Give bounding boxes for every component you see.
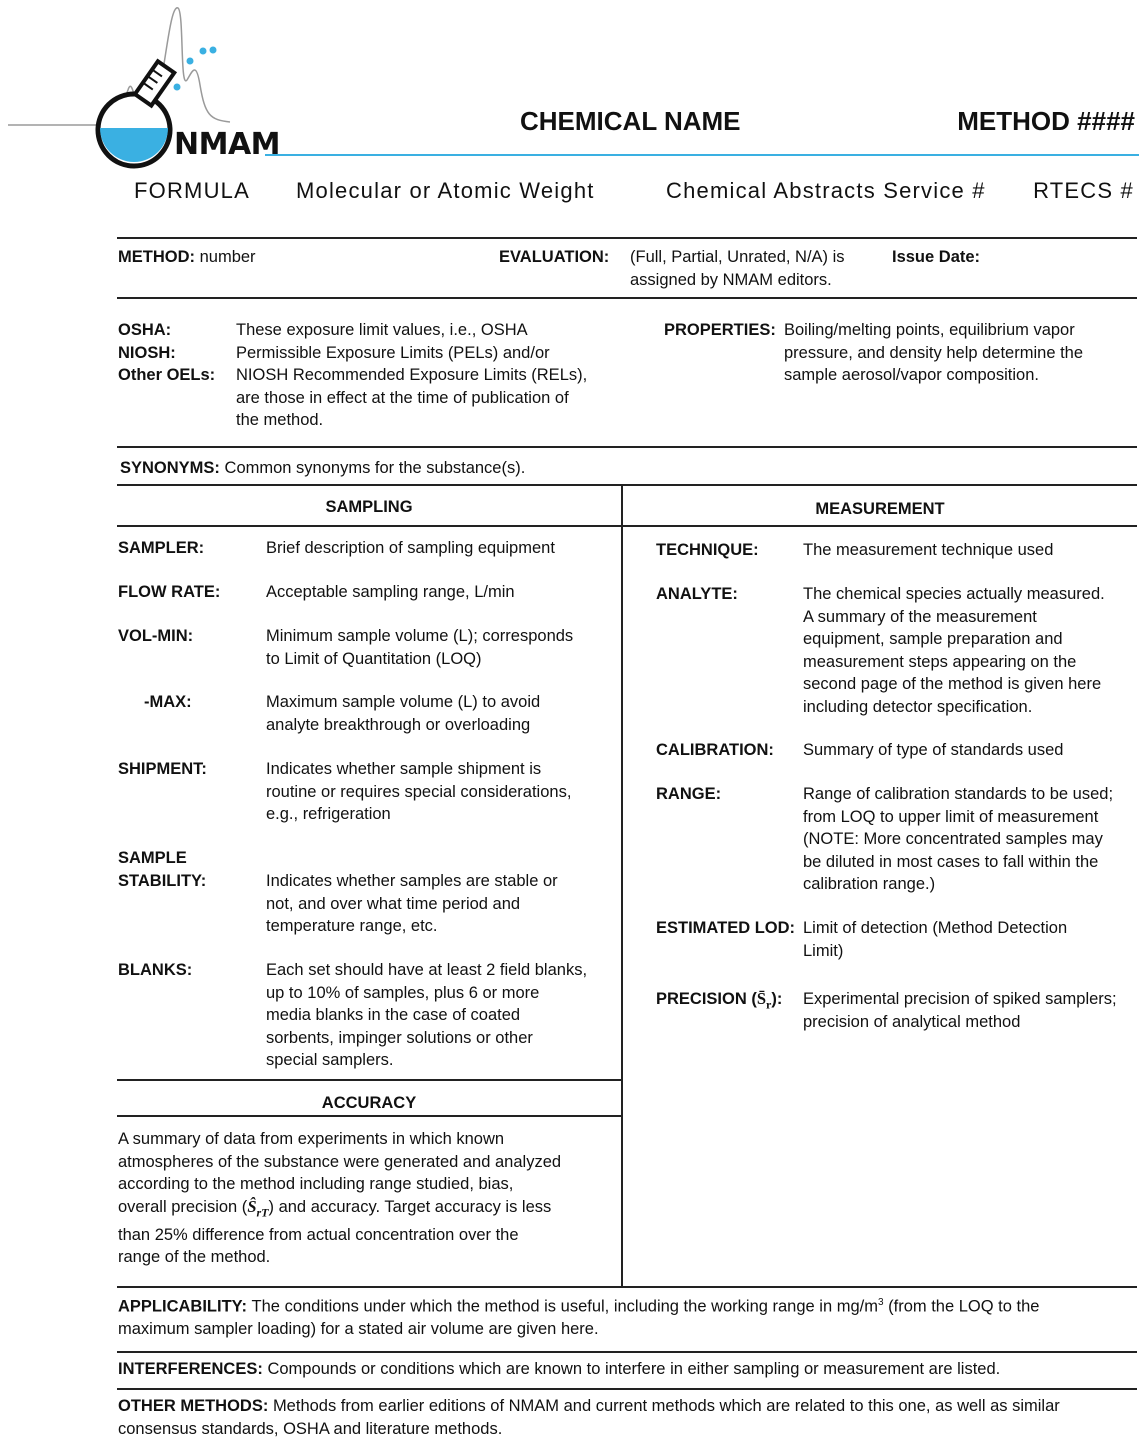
vol-min-label: VOL-MIN: bbox=[118, 627, 194, 645]
divider bbox=[117, 1286, 1137, 1288]
divider bbox=[117, 237, 1137, 239]
accuracy-text: A summary of data from experiments in which known atmospheres of the substance were generated and analyzed according to the method including range studied, bias, overall precision $(Ŝ_{rT})$ and accuracy. Target accuracy is less than 25% difference from actual concentration over the range of the method. bbox=[118, 1130, 562, 1267]
calibration-label: CALIBRATION: bbox=[656, 741, 774, 759]
calibration-text: Summary of type of standards used bbox=[803, 741, 1064, 759]
method-value: number bbox=[199, 248, 256, 266]
estimated-lod-label: ESTIMATED LOD: bbox=[656, 919, 796, 937]
evaluation-label: EVALUATION: bbox=[499, 248, 610, 266]
logo-text: NMAM bbox=[174, 127, 281, 162]
limit-labels: OSHA: NIOSH: Other OELs: bbox=[118, 321, 216, 385]
issue-date-label: Issue Date: bbox=[892, 248, 981, 266]
properties-label: PROPERTIES: bbox=[664, 321, 776, 339]
measurement-heading: MEASUREMENT bbox=[815, 500, 945, 518]
analyte-text: The chemical species actually measured. A summary of the measurement equipment, sample preparation and measurement steps appearing on the second page of the method is given here including detector specification. bbox=[803, 585, 1105, 716]
precision-label: PRECISION $(S̄_r)$: bbox=[656, 989, 783, 1012]
properties-text: Boiling/melting points, equilibrium vapor pressure, and density help determine the sample aerosol/vapor composition. bbox=[784, 321, 1084, 385]
molecular-weight-label: Molecular or Atomic Weight bbox=[296, 178, 595, 203]
vol-max-label: -MAX: bbox=[144, 693, 192, 711]
divider bbox=[117, 525, 621, 527]
accuracy-heading: ACCURACY bbox=[321, 1094, 417, 1112]
shipment-text: Indicates whether sample shipment is routine or requires special considerations, e.g., refrigeration bbox=[266, 760, 572, 824]
estimated-lod-text: Limit of detection (Method Detection Limit) bbox=[803, 919, 1068, 960]
analyte-label: ANALYTE: bbox=[656, 585, 738, 603]
sample-stability-text: Indicates whether samples are stable or not, and over what time period and temperature range, etc. bbox=[266, 872, 558, 936]
interferences-label: INTERFERENCES: bbox=[118, 1360, 263, 1378]
chemical-name-title: CHEMICAL NAME bbox=[520, 106, 741, 136]
range-text: Range of calibration standards to be used; from LOQ to upper limit of measurement (NOTE: More concentrated samples may be diluted in most cases to fall within the calibration range.) bbox=[803, 785, 1114, 894]
divider bbox=[117, 484, 1137, 486]
divider bbox=[117, 446, 1137, 448]
range-label: RANGE: bbox=[656, 785, 722, 803]
applicability-label: APPLICABILITY: bbox=[118, 1297, 247, 1316]
applicability-section: APPLICABILITY: The conditions under which the method is useful, including the working range in $mg/m^3$ (from the LOQ to the maximum sampler loading) for a stated air volume are given here. bbox=[118, 1297, 1040, 1339]
vol-min-text: Minimum sample volume (L); corresponds to Limit of Quantitation (LOQ) bbox=[266, 627, 574, 668]
divider bbox=[623, 525, 1137, 527]
synonyms-text: Common synonyms for the substance(s). bbox=[224, 459, 526, 477]
technique-label: TECHNIQUE: bbox=[656, 541, 759, 559]
divider bbox=[117, 1388, 1137, 1390]
method-label: METHOD: bbox=[118, 248, 195, 266]
sampler-label: SAMPLER: bbox=[118, 539, 205, 557]
header-accent-line bbox=[265, 154, 1139, 156]
blanks-text: Each set should have at least 2 field blanks, up to 10% of samples, plus 6 or more media blanks in the case of coated sorbents, impinger solutions or other special samplers. bbox=[266, 961, 588, 1070]
shipment-label: SHIPMENT: bbox=[118, 760, 207, 778]
interferences-section: INTERFERENCES: Compounds or conditions which are known to interfere in either sampling or measurement are listed. bbox=[118, 1360, 1001, 1378]
divider bbox=[117, 1079, 621, 1081]
synonyms-row bbox=[120, 457, 525, 480]
divider bbox=[117, 1115, 621, 1117]
sampler-text: Brief description of sampling equipment bbox=[266, 539, 555, 557]
sampling-heading: SAMPLING bbox=[325, 498, 413, 516]
column-divider bbox=[621, 484, 623, 1286]
flow-rate-label: FLOW RATE: bbox=[118, 583, 221, 601]
precision-text: Experimental precision of spiked samplers; precision of analytical method bbox=[803, 990, 1117, 1031]
limits-text: These exposure limit values, i.e., OSHA Permissible Exposure Limits (PELs) and/or NIOSH Recommended Exposure Limits (RELs), are those in effect at the time of publication of the method. bbox=[236, 321, 588, 430]
divider bbox=[117, 1351, 1137, 1353]
technique-text: The measurement technique used bbox=[803, 541, 1054, 559]
method-number-title: METHOD #### bbox=[957, 106, 1135, 136]
vol-max-text: Maximum sample volume (L) to avoid analyte breakthrough or overloading bbox=[266, 693, 541, 734]
evaluation-text: (Full, Partial, Unrated, N/A) is assigned by NMAM editors. bbox=[630, 248, 845, 289]
other-methods-label: OTHER METHODS: bbox=[118, 1397, 269, 1415]
formula-label: FORMULA bbox=[134, 178, 250, 203]
cas-label: Chemical Abstracts Service # bbox=[666, 178, 986, 203]
divider bbox=[117, 297, 1137, 299]
other-methods-section: OTHER METHODS: Methods from earlier editions of NMAM and current methods which are related to this one, as well as similar consensus standards, OSHA and literature methods. bbox=[118, 1397, 1060, 1438]
synonyms-label: SYNONYMS: bbox=[120, 459, 220, 477]
flow-rate-text: Acceptable sampling range, L/min bbox=[266, 583, 515, 601]
method-field bbox=[118, 246, 256, 269]
blanks-label: BLANKS: bbox=[118, 961, 193, 979]
sample-stability-label: SAMPLE STABILITY: bbox=[118, 849, 207, 890]
rtecs-label: RTECS # bbox=[1033, 178, 1134, 203]
